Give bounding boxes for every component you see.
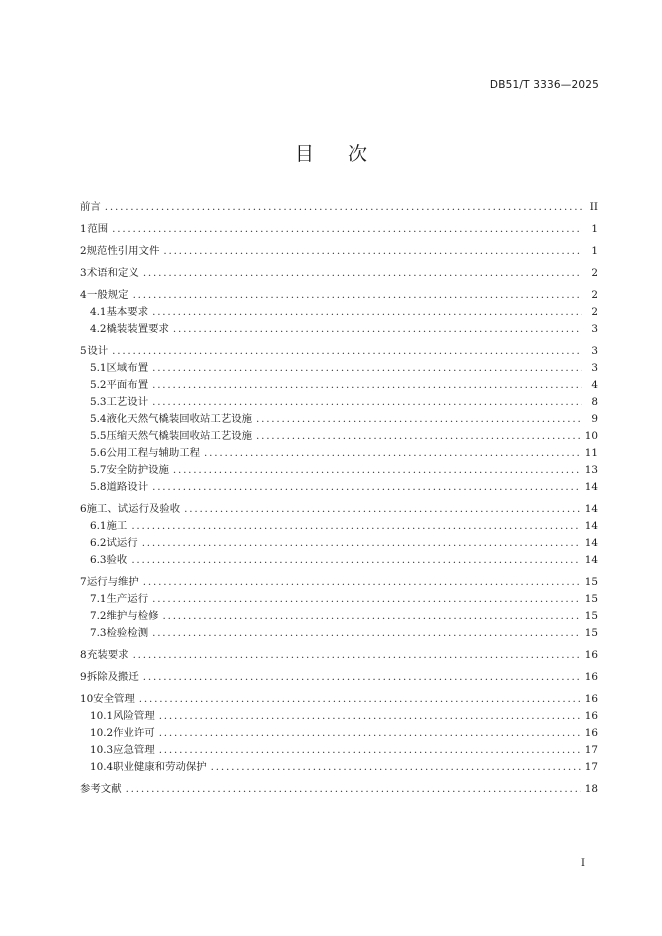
toc-entry[interactable] xyxy=(80,360,598,377)
toc-entry[interactable] xyxy=(80,287,598,304)
toc-leader-dots xyxy=(133,647,581,664)
toc-entry-label: 作业许可 xyxy=(113,727,155,739)
toc-entry[interactable] xyxy=(80,501,598,518)
toc-entry[interactable] xyxy=(80,591,598,608)
toc-entry-label: 参考文献 xyxy=(80,783,122,795)
toc-entry[interactable] xyxy=(80,781,598,798)
toc-leader-dots xyxy=(143,265,582,282)
toc-entry[interactable] xyxy=(80,608,598,625)
toc-entry[interactable] xyxy=(80,691,598,708)
toc-entry-page: 2 xyxy=(591,306,598,318)
toc-entry-label: 拆除及搬迁 xyxy=(86,671,139,683)
toc-entry-label: 验收 xyxy=(106,554,128,566)
toc-entry-label: 维护与检修 xyxy=(106,610,159,622)
toc-entry-number: 6 xyxy=(80,503,87,515)
toc-leader-dots xyxy=(152,360,582,377)
toc-entry-page: 15 xyxy=(584,593,598,605)
toc-entry-label: 风险管理 xyxy=(113,710,155,722)
toc-entry-number: 7.3 xyxy=(90,627,107,639)
toc-entry-page: 9 xyxy=(591,413,598,425)
toc-entry[interactable] xyxy=(80,669,598,686)
toc-entry-number: 5.1 xyxy=(90,362,107,374)
toc-entry-page: 16 xyxy=(584,710,598,722)
toc-entry-number: 7.1 xyxy=(90,593,107,605)
toc-entry-page: 14 xyxy=(584,481,598,493)
toc-entry-page: 17 xyxy=(584,744,598,756)
toc-entry-label: 生产运行 xyxy=(106,593,149,605)
toc-leader-dots xyxy=(173,321,582,338)
toc-entry-label: 压缩天然气橇装回收站工艺设施 xyxy=(106,430,252,442)
toc-entry-number: 5.8 xyxy=(90,481,107,493)
toc-entry-label: 充装要求 xyxy=(87,649,129,661)
toc-entry-page: 14 xyxy=(584,537,598,549)
toc-entry-page: 17 xyxy=(584,761,598,773)
toc-entry-page: 4 xyxy=(591,379,598,391)
toc-entry-number: 10 xyxy=(80,693,94,705)
table-of-contents xyxy=(80,199,598,798)
toc-entry-number: 4.2 xyxy=(90,323,107,335)
toc-entry-page: 16 xyxy=(584,693,598,705)
toc-entry[interactable] xyxy=(80,304,598,321)
toc-leader-dots xyxy=(112,221,582,238)
toc-leader-dots xyxy=(173,462,581,479)
toc-entry-page: 10 xyxy=(584,430,598,442)
toc-entry-number: 6.2 xyxy=(90,537,107,549)
toc-leader-dots xyxy=(152,377,582,394)
toc-entry-number: 6.1 xyxy=(90,520,107,532)
toc-entry[interactable] xyxy=(80,535,598,552)
toc-entry[interactable] xyxy=(80,518,598,535)
toc-entry[interactable] xyxy=(80,199,598,216)
toc-entry-page: 1 xyxy=(591,245,598,257)
toc-leader-dots xyxy=(184,501,581,518)
toc-entry-label: 平面布置 xyxy=(106,379,149,391)
toc-leader-dots xyxy=(139,691,581,708)
toc-leader-dots xyxy=(152,625,581,642)
toc-entry[interactable] xyxy=(80,445,598,462)
toc-entry-page: 15 xyxy=(584,576,598,588)
toc-entry-number: 5.6 xyxy=(90,447,107,459)
toc-entry-label: 施工 xyxy=(106,520,128,532)
toc-leader-dots xyxy=(256,428,581,445)
toc-entry[interactable] xyxy=(80,574,598,591)
toc-entry-label: 公用工程与辅助工程 xyxy=(106,447,201,459)
toc-entry-number: 1 xyxy=(80,223,87,235)
toc-entry-label: 范围 xyxy=(87,223,109,235)
toc-entry-page: 3 xyxy=(591,362,598,374)
toc-entry-page: 16 xyxy=(584,671,598,683)
toc-entry[interactable] xyxy=(80,759,598,776)
toc-entry-label: 安全防护设施 xyxy=(106,464,169,476)
toc-entry-page: 14 xyxy=(584,520,598,532)
toc-entry-number: 5.4 xyxy=(90,413,107,425)
toc-entry-label: 试运行 xyxy=(106,537,138,549)
toc-entry-number: 3 xyxy=(80,267,87,279)
toc-leader-dots xyxy=(152,394,582,411)
toc-entry[interactable] xyxy=(80,742,598,759)
toc-entry-label: 工艺设计 xyxy=(106,396,149,408)
toc-entry-number: 2 xyxy=(80,245,87,257)
toc-leader-dots xyxy=(159,725,581,742)
toc-leader-dots xyxy=(143,669,581,686)
toc-entry-number: 8 xyxy=(80,649,87,661)
toc-entry-number: 5.3 xyxy=(90,396,107,408)
toc-entry[interactable] xyxy=(80,377,598,394)
toc-entry-label: 设计 xyxy=(87,345,109,357)
toc-entry[interactable] xyxy=(80,265,598,282)
toc-entry-number: 9 xyxy=(80,671,87,683)
toc-entry-label: 应急管理 xyxy=(113,744,155,756)
toc-entry-page: 14 xyxy=(584,503,598,515)
page-number: I xyxy=(581,858,585,869)
toc-entry-page: 15 xyxy=(584,610,598,622)
toc-entry[interactable] xyxy=(80,625,598,642)
toc-leader-dots xyxy=(152,304,582,321)
toc-entry[interactable] xyxy=(80,243,598,260)
toc-leader-dots xyxy=(152,591,581,608)
toc-entry-page: II xyxy=(589,201,598,213)
toc-entry-number: 4 xyxy=(80,289,87,301)
toc-entry-label: 检验检测 xyxy=(106,627,149,639)
toc-entry-page: 13 xyxy=(584,464,598,476)
toc-leader-dots xyxy=(112,343,582,360)
toc-entry-label: 职业健康和劳动保护 xyxy=(113,761,207,773)
toc-entry-number: 6.3 xyxy=(90,554,107,566)
toc-leader-dots xyxy=(159,708,581,725)
toc-entry-number: 7.2 xyxy=(90,610,107,622)
toc-entry[interactable] xyxy=(80,343,598,360)
toc-entry-number: 5.5 xyxy=(90,430,107,442)
toc-entry-number: 7 xyxy=(80,576,87,588)
toc-entry[interactable] xyxy=(80,552,598,569)
toc-entry-number: 5.2 xyxy=(90,379,107,391)
toc-entry-number: 10.3 xyxy=(90,744,114,756)
toc-entry-label: 术语和定义 xyxy=(86,267,139,279)
toc-entry[interactable] xyxy=(80,708,598,725)
toc-entry-label: 安全管理 xyxy=(93,693,135,705)
toc-entry[interactable] xyxy=(80,411,598,428)
toc-entry-page: 18 xyxy=(584,783,598,795)
toc-entry[interactable] xyxy=(80,462,598,479)
toc-leader-dots xyxy=(143,574,581,591)
toc-entry-page: 16 xyxy=(584,727,598,739)
toc-entry-page: 2 xyxy=(591,289,598,301)
toc-entry-page: 8 xyxy=(591,396,598,408)
document-code: DB51/T 3336—2025 xyxy=(489,79,599,91)
toc-entry-page: 16 xyxy=(584,649,598,661)
toc-leader-dots xyxy=(256,411,582,428)
toc-leader-dots xyxy=(142,535,581,552)
toc-entry[interactable] xyxy=(80,725,598,742)
toc-entry-label: 施工、试运行及验收 xyxy=(86,503,181,515)
toc-entry-page: 14 xyxy=(584,554,598,566)
toc-leader-dots xyxy=(162,608,580,625)
toc-leader-dots xyxy=(159,742,581,759)
toc-leader-dots xyxy=(163,243,582,260)
toc-entry[interactable] xyxy=(80,647,598,664)
toc-entry[interactable] xyxy=(80,428,598,445)
toc-entry[interactable] xyxy=(80,394,598,411)
toc-entry-page: 1 xyxy=(591,223,598,235)
toc-entry-number: 10.2 xyxy=(90,727,114,739)
toc-leader-dots xyxy=(131,518,580,535)
toc-entry-label: 规范性引用文件 xyxy=(86,245,160,257)
toc-leader-dots xyxy=(133,287,582,304)
toc-entry-page: 11 xyxy=(584,447,598,459)
toc-leader-dots xyxy=(204,445,581,462)
toc-entry-number: 10.4 xyxy=(90,761,114,773)
toc-entry-page: 3 xyxy=(591,323,598,335)
toc-entry-number: 5.7 xyxy=(90,464,107,476)
toc-entry-number: 5 xyxy=(80,345,87,357)
toc-entry-label: 区域布置 xyxy=(106,362,149,374)
toc-entry-number: 4.1 xyxy=(90,306,107,318)
toc-entry-label: 基本要求 xyxy=(106,306,149,318)
toc-entry-number: 10.1 xyxy=(90,710,114,722)
toc-leader-dots xyxy=(131,552,580,569)
page-title: 目次 xyxy=(294,143,401,165)
toc-leader-dots xyxy=(126,781,581,798)
toc-entry[interactable] xyxy=(80,479,598,496)
toc-entry[interactable] xyxy=(80,321,598,338)
toc-entry-label: 前言 xyxy=(80,201,101,213)
toc-entry[interactable] xyxy=(80,221,598,238)
toc-entry-label: 一般规定 xyxy=(87,289,129,301)
toc-entry-label: 道路设计 xyxy=(106,481,149,493)
toc-entry-page: 15 xyxy=(584,627,598,639)
toc-entry-page: 2 xyxy=(591,267,598,279)
toc-entry-label: 橇装装置要求 xyxy=(106,323,169,335)
toc-entry-page: 3 xyxy=(591,345,598,357)
toc-entry-label: 运行与维护 xyxy=(86,576,139,588)
toc-leader-dots xyxy=(105,199,582,216)
toc-entry-label: 液化天然气橇装回收站工艺设施 xyxy=(106,413,252,425)
toc-leader-dots xyxy=(211,759,581,776)
toc-leader-dots xyxy=(152,479,581,496)
